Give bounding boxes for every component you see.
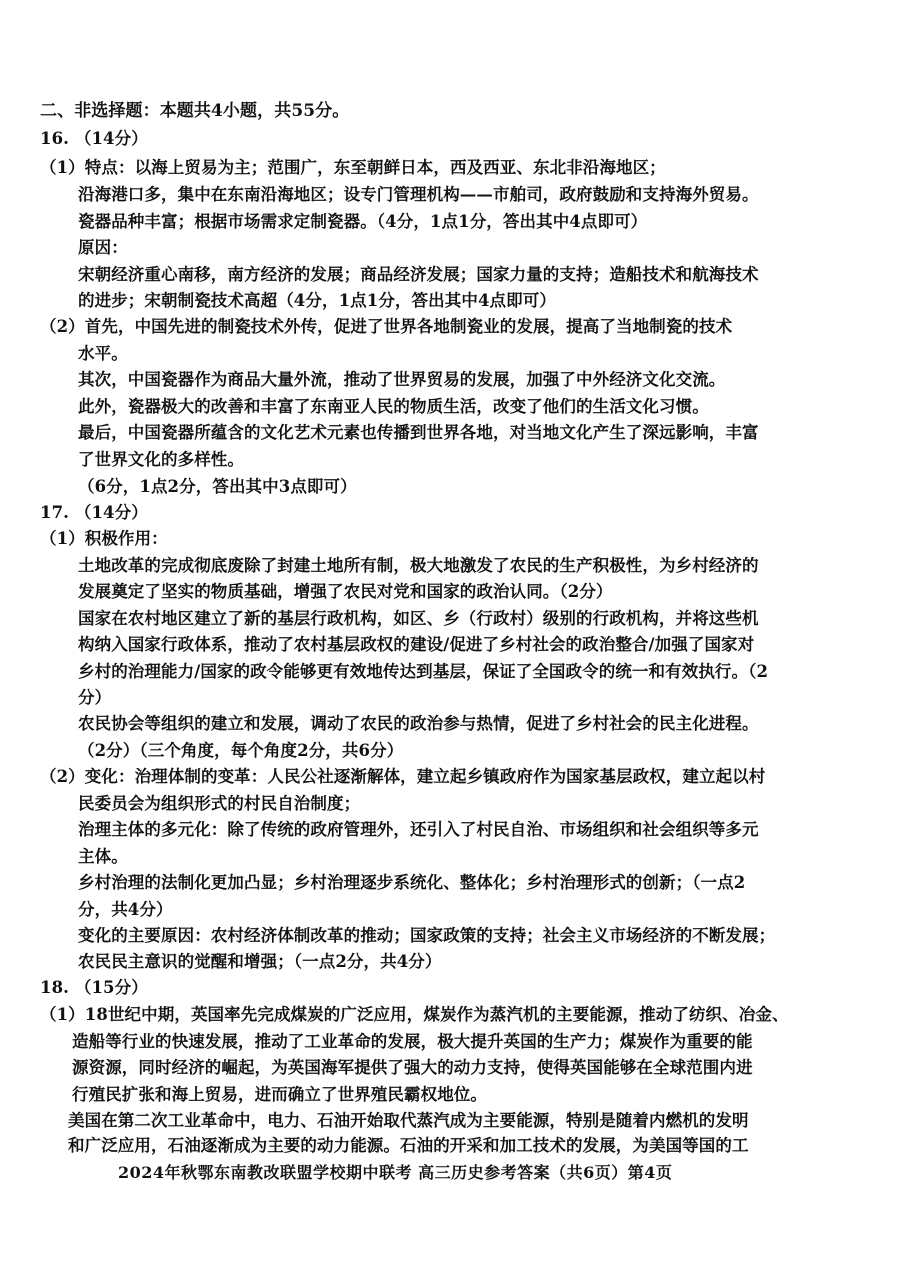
q16-part1-line1: （1）特点：以海上贸易为主；范围广，东至朝鲜日本，西及西亚、东北非沿海地区； — [40, 158, 666, 177]
q16-part2-line3: 其次，中国瓷器作为商品大量外流，推动了世界贸易的发展，加强了中外经济文化交流。 — [78, 370, 726, 389]
q17-part1-line3: 发展奠定了坚实的物质基础，增强了农民对党和国家的政治认同。（2分） — [78, 582, 613, 601]
q16-part1-line5: 宋朝经济重心南移，南方经济的发展；商品经济发展；国家力量的支持；造船技术和航海技术 — [78, 265, 759, 284]
q18-number: 18. （15分） — [40, 978, 148, 997]
q17-part1-line5: 构纳入国家行政体系，推动了农村基层政权的建设/促进了乡村社会的政治整合/加强了国家对 — [78, 635, 755, 654]
q17-part1-line1: （1）积极作用： — [40, 529, 168, 548]
q16-part2-line6: 了世界文化的多样性。 — [78, 450, 244, 469]
q17-part1-line4: 国家在农村地区建立了新的基层行政机构，如区、乡（行政村）级别的行政机构，并将这些机 — [78, 609, 759, 628]
page-footer: 2024年秋鄂东南教改联盟学校期中联考 高三历史参考答案（共6页）第4页 — [118, 1163, 673, 1182]
q18-part1-line4: 行殖民扩张和海上贸易，进而确立了世界殖民霸权地位。 — [72, 1085, 487, 1104]
q17-part1-line6: 乡村的治理能力/国家的政令能够更有效地传达到基层，保证了全国政令的统一和有效执行。（2 — [78, 662, 769, 681]
q18-part1-line2: 造船等行业的快速发展，推动了工业革命的发展，极大提升英国的生产力；煤炭作为重要的能 — [72, 1032, 753, 1051]
q18-part1-line6: 和广泛应用，石油逐渐成为主要的动力能源。石油的开采和加工技术的发展，为美国等国的工 — [68, 1136, 749, 1155]
q17-part2-line2: 民委员会为组织形式的村民自治制度； — [78, 794, 361, 813]
q17-part2-line3: 治理主体的多元化：除了传统的政府管理外，还引入了村民自治、市场组织和社会组织等多元 — [78, 820, 759, 839]
q16-part2-line7: （6分，1点2分，答出其中3点即可） — [78, 477, 357, 496]
q16-part1-line4: 原因： — [78, 238, 128, 257]
q17-number: 17. （14分） — [40, 503, 148, 522]
q17-part2-line7: 变化的主要原因：农村经济体制改革的推动；国家政策的支持；社会主义市场经济的不断发展； — [78, 926, 776, 945]
q16-part2-line2: 水平。 — [78, 344, 128, 363]
q16-part2-line5: 最后，中国瓷器所蕴含的文化艺术元素也传播到世界各地，对当地文化产生了深远影响，丰富 — [78, 423, 759, 442]
q17-part1-line2: 土地改革的完成彻底废除了封建土地所有制，极大地激发了农民的生产积极性，为乡村经济的 — [78, 556, 759, 575]
q17-part2-line4: 主体。 — [78, 847, 128, 866]
q18-part1-line3: 源资源，同时经济的崛起，为英国海军提供了强大的动力支持，使得英国能够在全球范围内进 — [72, 1058, 753, 1077]
q16-number: 16. （14分） — [40, 129, 148, 148]
q17-part2-line8: 农民民主意识的觉醒和增强；（一点2分，共4分） — [78, 952, 442, 971]
q17-part1-line9: （2分）（三个角度，每个角度2分，共6分） — [78, 741, 404, 760]
q16-part1-line2: 沿海港口多，集中在东南沿海地区；设专门管理机构——市舶司，政府鼓励和支持海外贸易。 — [78, 185, 759, 204]
q17-part1-line7: 分） — [78, 688, 112, 707]
q18-part1-line5: 美国在第二次工业革命中，电力、石油开始取代蒸汽成为主要能源，特别是随着内燃机的发明 — [68, 1111, 749, 1130]
q16-part1-line6: 的进步；宋朝制瓷技术高超（4分，1点1分，答出其中4点即可） — [78, 291, 556, 310]
q16-part2-line1: （2）首先，中国先进的制瓷技术外传，促进了世界各地制瓷业的发展，提高了当地制瓷的技术 — [40, 317, 733, 336]
q16-part2-line4: 此外，瓷器极大的改善和丰富了东南亚人民的物质生活，改变了他们的生活文化习惯。 — [78, 397, 709, 416]
q17-part2-line1: （2）变化：治理体制的变革：人民公社逐渐解体，建立起乡镇政府作为国家基层政权，建立起以村 — [40, 767, 766, 786]
section-title: 二、非选择题：本题共4小题，共55分。 — [40, 101, 350, 121]
q17-part2-line5: 乡村治理的法制化更加凸显；乡村治理逐步系统化、整体化；乡村治理形式的创新；（一点2 — [78, 873, 746, 892]
q17-part2-line6: 分，共4分） — [78, 900, 173, 919]
q18-part1-line1: （1）18世纪中期，英国率先完成煤炭的广泛应用，煤炭作为蒸汽机的主要能源，推动了纺织、冶金、 — [40, 1005, 789, 1024]
q17-part1-line8: 农民协会等组织的建立和发展，调动了农民的政治参与热情，促进了乡村社会的民主化进程。 — [78, 714, 759, 733]
q16-part1-line3: 瓷器品种丰富；根据市场需求定制瓷器。（4分，1点1分，答出其中4点即可） — [78, 212, 648, 231]
